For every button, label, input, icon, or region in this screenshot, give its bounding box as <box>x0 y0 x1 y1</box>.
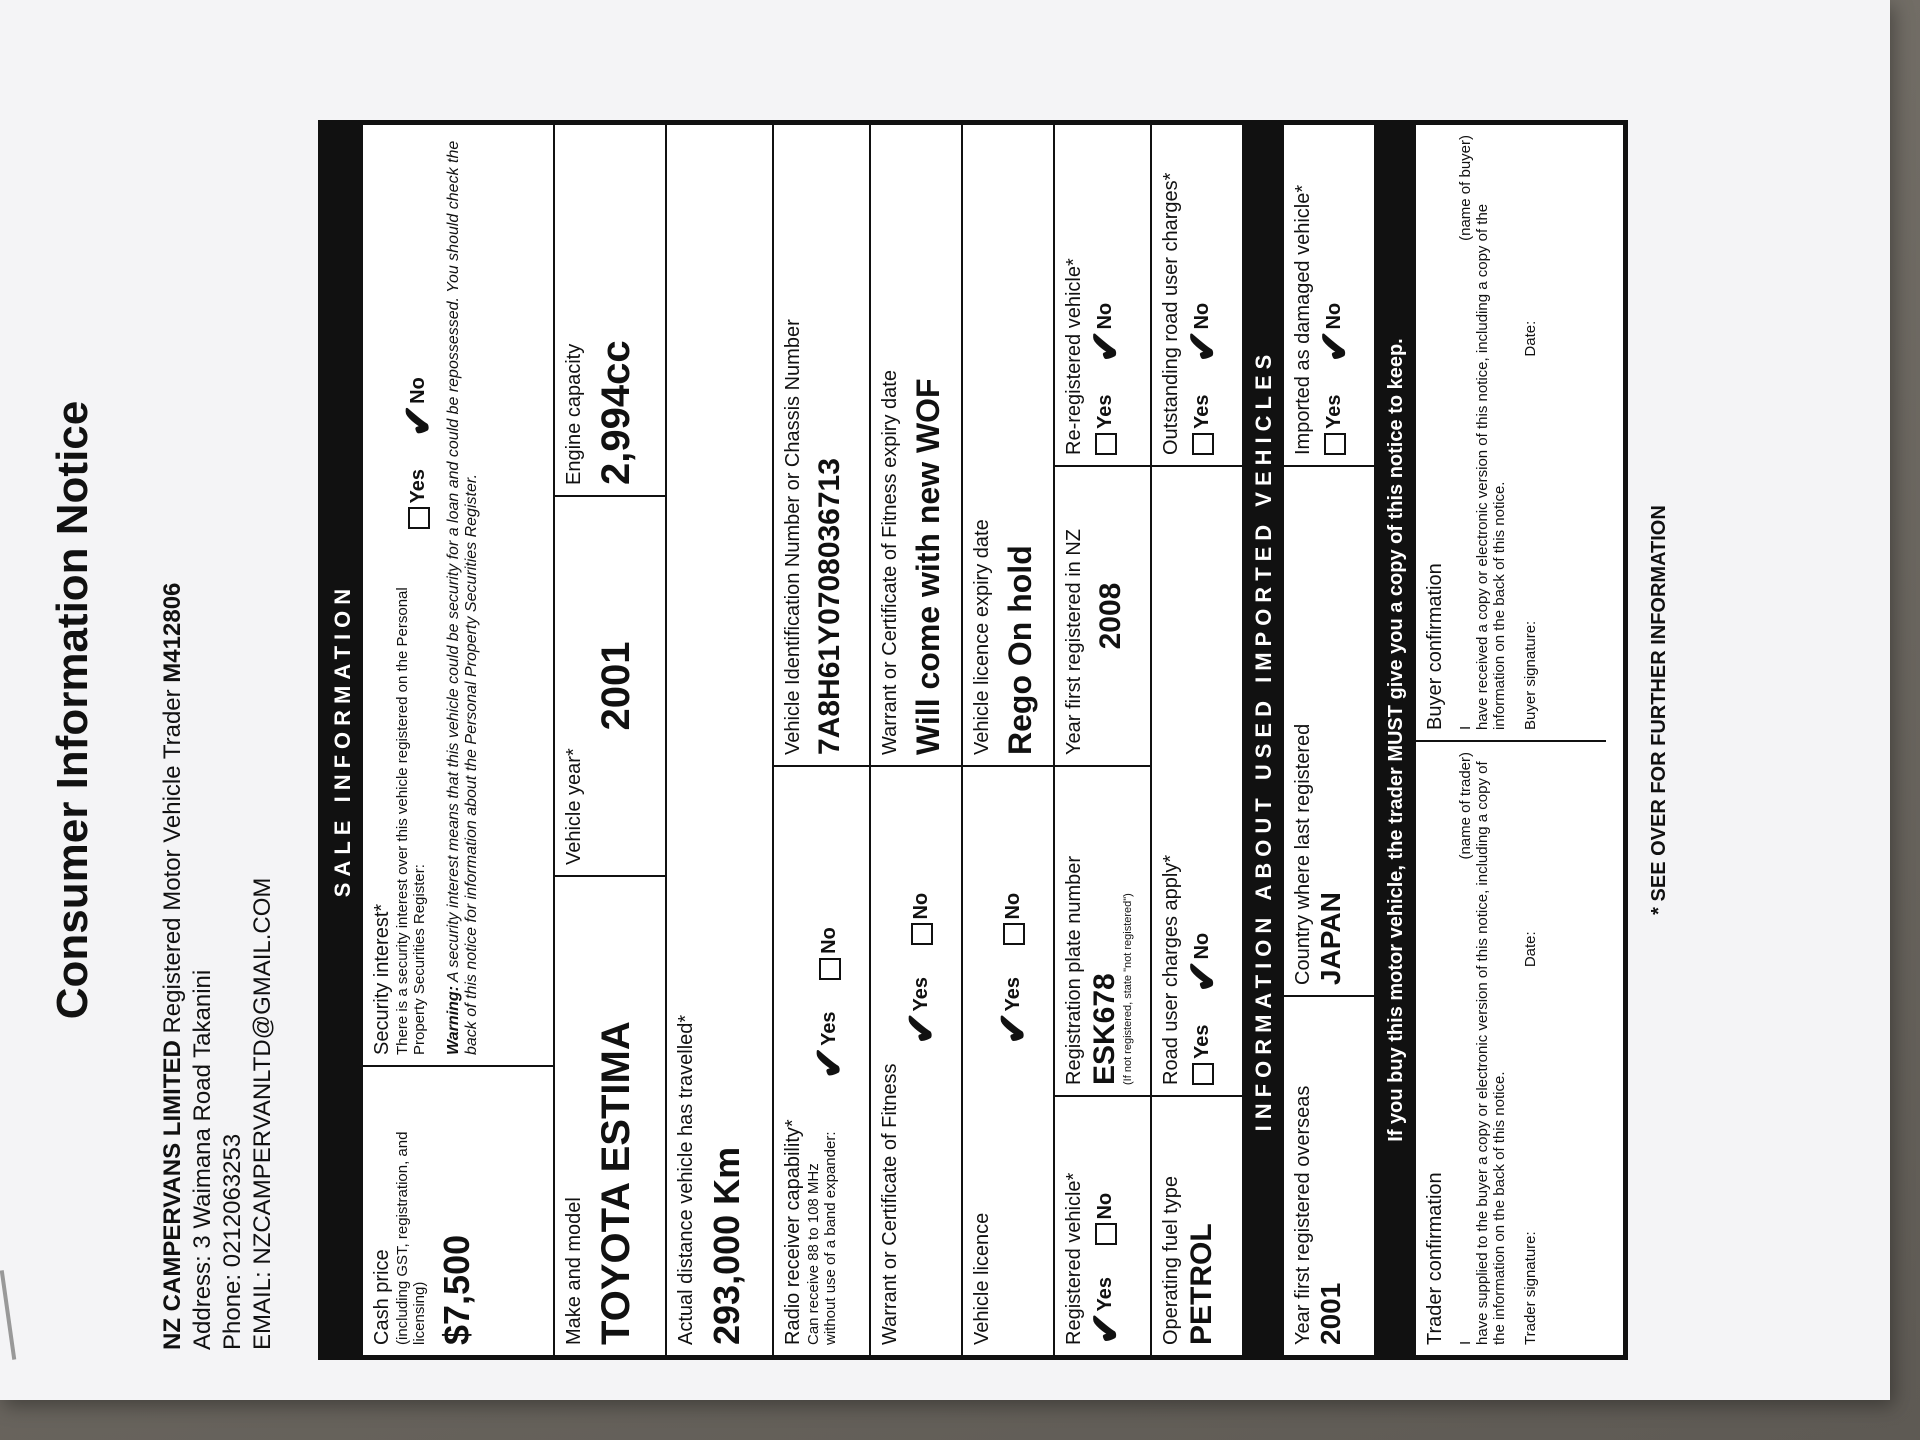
row-price-security <box>363 125 555 1355</box>
cash-price-cell <box>363 1065 553 1355</box>
trader-header <box>158 583 278 1350</box>
registered-yes-checkmark[interactable]: ✔ <box>1084 1311 1128 1345</box>
damaged-cell <box>1284 125 1374 465</box>
outstanding-ruc-no-label: No <box>1191 302 1214 330</box>
row-make-year-engine <box>555 125 667 1355</box>
wof-label: Warrant or Certificate of Fitness <box>879 1063 901 1345</box>
outstanding-ruc-yes-label: Yes <box>1191 394 1214 429</box>
buyer-confirmation-i: I <box>1457 725 1474 730</box>
licence-no-checkbox[interactable] <box>1003 923 1025 945</box>
licence-cell <box>963 765 1053 1355</box>
trader-number: M412806 <box>159 582 186 683</box>
vehicle-year-cell <box>555 495 665 875</box>
footer-note: * SEE OVER FOR FURTHER INFORMATION <box>1648 505 1670 915</box>
trader-signature-line <box>1522 752 1539 1345</box>
vin-cell <box>774 125 869 765</box>
country-label: Country where last registered <box>1292 723 1314 985</box>
reregistered-no-checkmark[interactable]: ✔ <box>1084 329 1128 363</box>
vin-value: 7A8H61Y0708036713 <box>813 458 846 755</box>
ruc-no-label: No <box>1191 932 1214 960</box>
trader-must-give-notice-bar: If you buy this motor vehicle, the trader MUST give you a copy of this notice to keep. <box>1376 125 1416 1355</box>
radio-label: Radio receiver capability* <box>782 1119 804 1345</box>
outstanding-ruc-yes-checkbox[interactable] <box>1192 433 1214 455</box>
buyer-signature-label[interactable]: Buyer signature: <box>1522 620 1539 730</box>
security-yes-checkbox[interactable] <box>408 507 430 529</box>
licence-expiry-cell <box>963 125 1053 765</box>
security-interest-label: Security interest* <box>371 903 393 1055</box>
trader-phone: Phone: 0212063253 <box>219 1133 246 1350</box>
trader-confirmation-i: I <box>1457 1340 1474 1345</box>
licence-options <box>992 867 1036 1045</box>
ruc-yes-label: Yes <box>1191 1024 1214 1059</box>
sale-form <box>318 120 1628 1360</box>
ruc-label: Road user charges apply* <box>1160 854 1182 1085</box>
vehicle-year-value: 2001 <box>594 641 638 731</box>
warning-label: Warning: <box>444 985 462 1055</box>
cash-price-value: $7,500 <box>436 1234 477 1345</box>
buyer-confirmation-text: have received a copy or electronic version of this notice, including a copy of the information on the back of this notice. <box>1474 203 1508 730</box>
make-model-label: Make and model <box>563 1197 585 1345</box>
registered-no-checkbox[interactable] <box>1095 1223 1117 1245</box>
country-value: JAPAN <box>1315 892 1346 985</box>
trader-name: NZ CAMPERVANS LIMITED <box>159 1040 186 1350</box>
trader-address: Address: 3 Waimana Road Takanini <box>189 969 216 1350</box>
buyer-confirmation-label: Buyer confirmation <box>1424 563 1446 730</box>
fuel-value: PETROL <box>1185 1223 1218 1345</box>
cash-price-note: (including GST, registration, and licensing) <box>394 1131 428 1345</box>
ruc-no-checkmark[interactable]: ✔ <box>1181 959 1225 993</box>
vehicle-year-label: Vehicle year* <box>563 748 585 865</box>
trader-confirmation-cell <box>1416 740 1606 1355</box>
row-confirmations <box>1416 125 1606 1355</box>
security-interest-cell <box>363 125 553 1065</box>
engine-capacity-value: 2,994cc <box>594 340 638 485</box>
reregistered-cell <box>1055 125 1150 465</box>
trader-confirmation-text: have supplied to the buyer a copy or electronic version of this notice, including a copy of the information on the back of this notice. <box>1474 761 1508 1345</box>
fuel-cell <box>1152 1095 1242 1355</box>
plate-label: Registration plate number <box>1063 855 1085 1085</box>
ruc-cell <box>1152 465 1242 1095</box>
security-warning <box>445 135 481 1055</box>
licence-no-label: No <box>1002 892 1025 920</box>
registered-cell <box>1055 1095 1150 1355</box>
licence-expiry-label: Vehicle licence expiry date <box>971 519 993 755</box>
wof-yes-checkmark[interactable]: ✔ <box>900 1011 944 1045</box>
make-model-value: TOYOTA ESTIMA <box>594 1021 638 1345</box>
row-wof <box>871 125 963 1355</box>
cash-price-label: Cash price <box>371 1249 393 1345</box>
first-nz-cell <box>1055 465 1150 765</box>
first-nz-value: 2008 <box>1094 582 1127 650</box>
outstanding-ruc-no-checkmark[interactable]: ✔ <box>1181 329 1225 363</box>
first-nz-label: Year first registered in NZ <box>1063 528 1085 755</box>
document-content <box>18 30 1778 1390</box>
wof-yes-label: Yes <box>910 977 933 1012</box>
damaged-yes-checkbox[interactable] <box>1324 433 1346 455</box>
trader-confirmation-name-of: (name of trader) <box>1457 752 1474 860</box>
staple-mark <box>0 1270 16 1360</box>
outstanding-ruc-label: Outstanding road user charges* <box>1160 172 1182 455</box>
row-fuel-ruc <box>1152 125 1244 1355</box>
wof-cell <box>871 765 961 1355</box>
wof-no-checkbox[interactable] <box>911 923 933 945</box>
warning-text: A security interest means that this vehicle could be security for a loan and could be repossessed. You should check the back of this notice for information about the Personal Property Securities Register. <box>444 140 480 1055</box>
radio-note: Can receive 88 to 108 MHz without use of a band expander: <box>805 1131 839 1345</box>
registered-no-label: No <box>1094 1192 1117 1220</box>
reregistered-yes-label: Yes <box>1094 394 1117 429</box>
row-radio-vin <box>774 125 871 1355</box>
security-options <box>396 351 441 529</box>
radio-no-label: No <box>818 927 840 954</box>
trader-confirmation-label: Trader confirmation <box>1424 1172 1446 1345</box>
vin-label: Vehicle Identification Number or Chassis Number <box>782 319 804 755</box>
trader-registered-text: Registered Motor Vehicle Trader <box>159 689 186 1034</box>
make-model-cell <box>555 875 665 1355</box>
damaged-yes-label: Yes <box>1323 394 1346 429</box>
plate-cell <box>1055 765 1150 1095</box>
imported-vehicles-heading: INFORMATION ABOUT USED IMPORTED VEHICLES <box>1244 125 1284 1355</box>
damaged-no-label: No <box>1323 302 1346 330</box>
engine-capacity-cell <box>555 125 665 495</box>
wof-options <box>900 867 944 1045</box>
wof-expiry-cell <box>871 125 961 765</box>
wof-expiry-value: Will come with new WOF <box>910 378 946 755</box>
buyer-confirmation-name-of: (name of buyer) <box>1457 135 1474 241</box>
row-distance <box>667 125 774 1355</box>
engine-capacity-label: Engine capacity <box>563 343 585 485</box>
wof-no-label: No <box>910 892 933 920</box>
distance-label: Actual distance vehicle has travelled* <box>675 1014 697 1345</box>
first-overseas-value: 2001 <box>1315 1282 1346 1345</box>
radio-no-checkbox[interactable] <box>819 958 841 980</box>
trader-line <box>158 583 188 1350</box>
damaged-label: Imported as damaged vehicle* <box>1292 184 1314 455</box>
first-overseas-label: Year first registered overseas <box>1292 1085 1314 1345</box>
buyer-confirmation-cell <box>1416 125 1606 740</box>
trader-email: EMAIL: NZCAMPERVANLTD@GMAIL.COM <box>249 877 276 1350</box>
registered-label: Registered vehicle* <box>1063 1172 1085 1345</box>
distance-value: 293,000 Km <box>706 1146 747 1345</box>
security-interest-text: There is a security interest over this vehicle registered on the Personal Property Securities Register: <box>394 587 428 1055</box>
radio-options <box>807 901 852 1080</box>
security-no-label: No <box>407 377 429 404</box>
outstanding-ruc-cell <box>1152 125 1242 465</box>
buyer-signature-line <box>1522 135 1539 730</box>
first-overseas-cell <box>1284 995 1374 1355</box>
ruc-yes-checkbox[interactable] <box>1192 1063 1214 1085</box>
buyer-date-label[interactable]: Date: <box>1522 320 1539 357</box>
trader-confirmation-name-line <box>1457 752 1474 1345</box>
damaged-no-checkmark[interactable]: ✔ <box>1313 329 1357 363</box>
trader-signature-label[interactable]: Trader signature: <box>1522 1231 1539 1345</box>
reregistered-yes-checkbox[interactable] <box>1095 433 1117 455</box>
fuel-label: Operating fuel type <box>1160 1176 1182 1345</box>
licence-yes-label: Yes <box>1002 977 1025 1012</box>
registered-yes-label: Yes <box>1094 1277 1117 1312</box>
buyer-confirmation-name-line <box>1457 135 1474 730</box>
radio-yes-label: Yes <box>818 1011 840 1046</box>
trader-date-label[interactable]: Date: <box>1522 931 1539 968</box>
row-registration <box>1055 125 1152 1355</box>
licence-label: Vehicle licence <box>971 1212 993 1345</box>
country-cell <box>1284 465 1374 995</box>
security-no-checkmark[interactable]: ✔ <box>396 403 441 438</box>
row-licence <box>963 125 1055 1355</box>
reregistered-label: Re-registered vehicle* <box>1063 258 1085 455</box>
plate-note: (If not registered, state "not registered") <box>1122 893 1134 1085</box>
wof-expiry-label: Warrant or Certificate of Fitness expiry date <box>879 370 901 755</box>
radio-cell <box>774 765 869 1355</box>
plate-value: ESK678 <box>1088 973 1121 1085</box>
distance-cell <box>667 125 772 1355</box>
licence-yes-checkmark[interactable]: ✔ <box>992 1011 1036 1045</box>
row-imported <box>1284 125 1376 1355</box>
licence-expiry-value: Rego On hold <box>1002 545 1038 755</box>
radio-yes-checkmark[interactable]: ✔ <box>807 1045 852 1080</box>
sale-information-heading: SALE INFORMATION <box>323 125 363 1355</box>
security-yes-label: Yes <box>407 468 429 504</box>
page-title: Consumer Information Notice <box>48 400 97 1020</box>
reregistered-no-label: No <box>1094 302 1117 330</box>
